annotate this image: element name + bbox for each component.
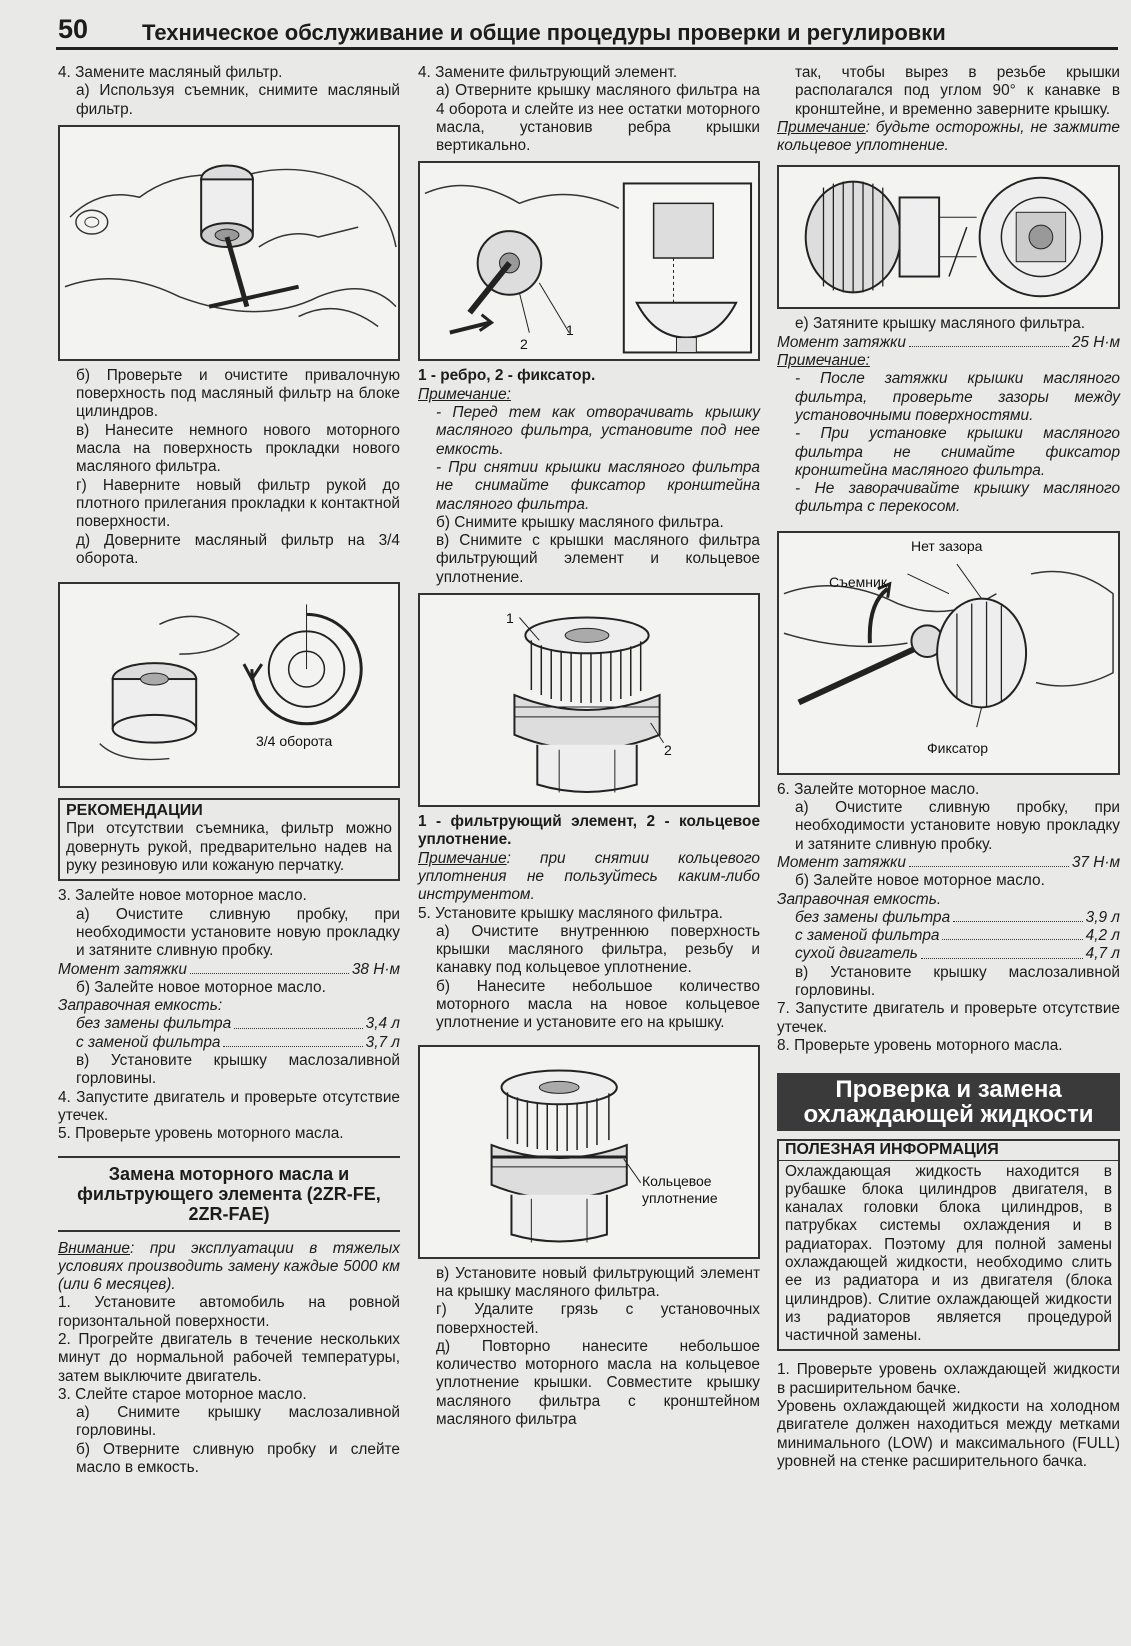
figure-label: Нет зазора (911, 537, 983, 554)
recommendation-title: РЕКОМЕНДАЦИИ (66, 802, 203, 820)
torque-spec (58, 961, 400, 979)
note-text: : при снятии кольцевого уплотнения не пользуйтесь каким-либо инструментом. (418, 849, 760, 904)
figure-o-ring (418, 1045, 760, 1259)
torque-spec (777, 854, 1120, 872)
filter-removal-drawing (60, 127, 398, 359)
capacity-title: Заправочная емкость. (777, 890, 942, 908)
step-text: 2. Прогрейте двигатель в течение нескольких минут до нормальной рабочей температуры, затем выключите двигатель. (58, 1330, 400, 1385)
step-text: так, чтобы вырез в резьбе крышки располагался под углом 90° к канавке в кронштейне, и временно заверните крышку. (795, 64, 1120, 118)
step-text: б) Отверните сливную пробку и слейте масло в емкость. (76, 1440, 400, 1477)
torque-value: 37 Н·м (1071, 853, 1120, 871)
info-box (777, 1139, 1120, 1351)
torque-label: Момент затяжки (777, 333, 906, 351)
section-banner: Проверка и замена охлаждающей жидкости (777, 1073, 1120, 1131)
figure-no-gap (777, 531, 1120, 775)
step-text: 8. Проверьте уровень моторного масла. (777, 1036, 1063, 1054)
torque-spec (777, 334, 1120, 352)
o-ring-drawing (420, 1047, 758, 1257)
info-title: ПОЛЕЗНАЯ ИНФОРМАЦИЯ (779, 1141, 1118, 1160)
torque-value: 25 Н·м (1071, 333, 1120, 351)
note-label: Примечание (418, 849, 507, 867)
step-text: 5. Установите крышку масляного фильтра. (418, 904, 723, 922)
note-label: Примечание: (777, 352, 870, 370)
figure-three-quarter-turn (58, 582, 400, 788)
step-text: Уровень охлаждающей жидкости на холодном двигателе должен находиться между метками минимального (LOW) и максимального (FULL) уровней на стенке расширительного бачка. (777, 1398, 1120, 1470)
figure-caption: 1 - фильтрующий элемент, 2 - кольцевое уплотнение. (418, 813, 760, 849)
capacity-value: 3,7 л (365, 1033, 400, 1051)
step-text: д) Повторно нанесите небольшое количество моторного масла на кольцевое уплотнение крышки. Совместите крышку масляного фильтра с кронштейном масляного фильтра (436, 1337, 760, 1428)
step-text: 3. Слейте старое моторное масло. (58, 1385, 307, 1403)
capacity-row (777, 945, 1120, 963)
capacity-value: 3,9 л (1085, 908, 1120, 926)
torque-label: Момент затяжки (58, 960, 187, 978)
capacity-title: Заправочная емкость: (58, 997, 223, 1015)
note-text: : при эксплуатации в тяжелых условиях производить замену каждые 5000 км (или 6 месяцев). (58, 1239, 400, 1294)
filter-element-drawing (420, 595, 758, 805)
step-text: в) Установите крышку маслозаливной горловины. (795, 963, 1120, 1000)
note-label: Примечание (777, 118, 866, 136)
torque-label: Момент затяжки (777, 853, 906, 871)
step-text: а) Снимите крышку маслозаливной горловины. (76, 1404, 400, 1440)
three-quarter-turn-drawing (60, 584, 398, 786)
column-left (58, 64, 400, 1477)
step-text: г) Удалите грязь с установочных поверхностей. (436, 1301, 760, 1337)
column-right (777, 64, 1120, 1471)
cap-alignment-drawing (779, 167, 1118, 307)
header-rule (56, 47, 1118, 50)
step-text: а) Используя съемник, снимите масляный фильтр. (76, 82, 400, 118)
capacity-value: 4,2 л (1085, 927, 1120, 945)
capacity-label: без замены фильтра (795, 908, 951, 926)
step-text: 3. Залейте новое моторное масло. (58, 887, 307, 905)
figure-cap-alignment (777, 165, 1120, 309)
step-text: б) Проверьте и очистите привалочную поверхность под масляный фильтр на блоке цилиндров. (76, 366, 400, 421)
step-text: 1. Проверьте уровень охлаждающей жидкости в расширительном бачке. (777, 1361, 1120, 1397)
step-text: в) Установите новый фильтрующий элемент на крышку масляного фильтра. (436, 1264, 760, 1300)
note-text: - При установке крышки масляного фильтра не снимайте фиксатор кронштейна масляного фильтра. (795, 425, 1120, 479)
capacity-label: с заменой фильтра (76, 1033, 221, 1051)
figure-oil-filter-removal (58, 125, 400, 361)
note-text: - Перед тем как отворачивать крышку масляного фильтра, установите под нее емкость. (436, 404, 760, 458)
step-text: а) Очистите сливную пробку, при необходимости установите новую прокладку и затяните сливную пробку. (76, 905, 400, 960)
step-text: 4. Замените фильтрующий элемент. (418, 64, 678, 81)
section-heading: Замена моторного масла и фильтрующего элемента (2ZR-FE, 2ZR-FAE) (58, 1156, 400, 1232)
step-text: 6. Залейте моторное масло. (777, 780, 980, 798)
note-text: - При снятии крышки масляного фильтра не снимайте фиксатор кронштейна масляного фильтра. (436, 458, 760, 513)
step-text: 5. Проверьте уровень моторного масла. (58, 1125, 344, 1143)
figure-filter-cap-drain (418, 161, 760, 361)
figure-label: 1 (506, 610, 514, 627)
step-text: б) Залейте новое моторное масло. (76, 978, 326, 996)
capacity-row (777, 909, 1120, 927)
step-text: д) Доверните масляный фильтр на 3/4 оборота. (76, 531, 400, 567)
capacity-row (777, 927, 1120, 945)
figure-filter-element (418, 593, 760, 807)
recommendation-text: При отсутствии съемника, фильтр можно довернуть рукой, предварительно надев на руку резиновую или кожаную перчатку. (66, 820, 392, 875)
step-text: г) Наверните новый фильтр рукой до плотного прилегания прокладки к контактной поверхности. (76, 476, 400, 531)
step-text: б) Нанесите небольшое количество моторного масла на новое кольцевое уплотнение и установите его на крышку. (436, 977, 760, 1032)
step-text: а) Очистите сливную пробку, при необходимости установите новую прокладку и затяните сливную пробку. (795, 799, 1120, 853)
capacity-label: без замены фильтра (76, 1015, 232, 1033)
step-text: е) Затяните крышку масляного фильтра. (795, 315, 1086, 333)
note-text: : будьте осторожны, не зажмите кольцевое уплотнение. (777, 118, 1120, 155)
note-label: Примечание: (418, 385, 511, 403)
note-text: - После затяжки крышки масляного фильтра, проверьте зазоры между установочными поверхностями. (795, 370, 1120, 424)
step-text: а) Очистите внутреннюю поверхность крышки масляного фильтра, резьбу и канавку под кольцевое уплотнение. (436, 922, 760, 977)
info-text: Охлаждающая жидкость находится в рубашке блока цилиндров двигателя, в каналах головки блока цилиндров, в патрубках системы охлаждения и в радиаторах. Поэтому для полной замены охлаждающей жидкости, необходимо слить ее из радиатора и из двигателя (блока цилиндров). Слитие охлаждающей жидкости из радиаторов является процедурой частичной замены. (785, 1162, 1112, 1345)
figure-label: Съемник (829, 573, 887, 590)
figure-label: 2 (520, 336, 528, 353)
capacity-row (58, 1015, 400, 1033)
figure-label: Кольцевое уплотнение (642, 1172, 718, 1206)
step-text: б) Залейте новое моторное масло. (795, 872, 1045, 890)
page-title: Техническое обслуживание и общие процедуры проверки и регулировки (142, 20, 946, 45)
step-text: в) Нанесите немного нового моторного масла на поверхность прокладки нового масляного фильтра. (76, 421, 400, 476)
step-text: в) Установите крышку маслозаливной горловины. (76, 1052, 400, 1088)
step-text: а) Отверните крышку масляного фильтра на 4 оборота и слейте из нее остатки моторного масла, установив ребра крышки вертикально. (436, 82, 760, 155)
step-text: б) Снимите крышку масляного фильтра. (436, 513, 724, 531)
step-text: 7. Запустите двигатель и проверьте отсутствие утечек. (777, 1000, 1120, 1036)
step-text: в) Снимите с крышки масляного фильтра фильтрующий элемент и кольцевое уплотнение. (436, 532, 760, 586)
page-number: 50 (58, 14, 89, 44)
step-text: 1. Установите автомобиль на ровной горизонтальной поверхности. (58, 1294, 400, 1330)
capacity-value: 3,4 л (365, 1015, 400, 1033)
torque-value: 38 Н·м (351, 960, 400, 978)
filter-cap-drain-drawing (420, 163, 758, 359)
figure-label: Фиксатор (927, 739, 989, 756)
capacity-label: с заменой фильтра (795, 927, 940, 945)
note-text: - Не заворачивайте крышку масляного фильтра с перекосом. (795, 480, 1120, 516)
no-gap-drawing (779, 533, 1118, 773)
capacity-label: сухой двигатель (795, 945, 918, 963)
figure-label: 1 (566, 322, 574, 339)
page-header (0, 0, 1131, 52)
recommendation-box (58, 798, 400, 881)
capacity-value: 4,7 л (1085, 945, 1120, 963)
figure-label: 2 (664, 742, 672, 759)
note-label: Внимание (58, 1239, 130, 1257)
figure-label: 3/4 оборота (256, 733, 333, 750)
step-text: 4. Запустите двигатель и проверьте отсутствие утечек. (58, 1088, 400, 1124)
step-text: 4. Замените масляный фильтр. (58, 64, 283, 81)
capacity-row (58, 1034, 400, 1052)
column-middle (418, 64, 760, 1429)
figure-caption: 1 - ребро, 2 - фиксатор. (418, 367, 596, 385)
